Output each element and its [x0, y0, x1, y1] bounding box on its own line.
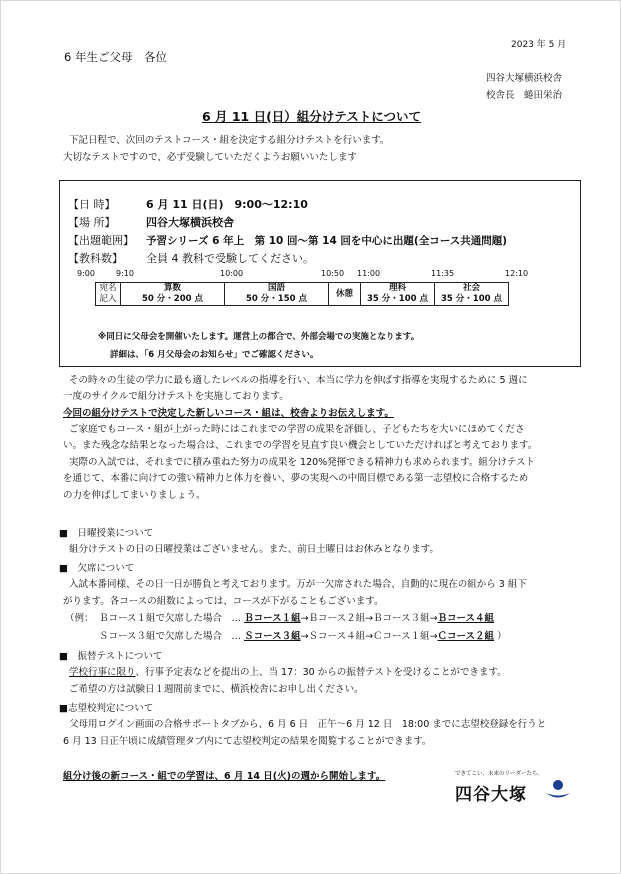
example-close: ）: [497, 631, 507, 642]
info-value-scope: 予習シリーズ 6 年上 第 10 回～第 14 回を中心に出題(全コース共通問題): [146, 235, 508, 247]
info-value-datetime: 6 月 11 日(日) 9:00～12:10: [146, 198, 308, 211]
intro-line-2: 大切なテストですので、必ず受験していただくようお願いいたします: [63, 152, 357, 163]
time-label: 9:10: [116, 269, 134, 278]
example-case: Ｂコース１組で欠席した場合 …: [99, 613, 242, 624]
body-line: 実際の入試では、それまでに積み重ねた努力の成果を 120%発揮できる精神力も求められます。組分けテスト: [69, 457, 536, 468]
logo-mark-icon: [544, 776, 572, 802]
body-line: ご家庭でもコース・組が上がった時にはこれまでの学習の成果を評価し、子どもたちを大いにほめてくださ: [69, 424, 525, 435]
time-label: 12:10: [505, 269, 529, 278]
subject-name: 社会: [462, 283, 480, 293]
intro-line-1: 下記日程で、次回のテストコース・組を決定する組分けテストを行います。: [69, 135, 390, 146]
schedule-cell-shakai: [435, 283, 509, 306]
info-row-scope: [68, 232, 507, 248]
info-label-place: 【場 所】: [68, 216, 116, 229]
section-heading-absence: ■ 欠席について: [59, 563, 135, 574]
signer: 校舎長 蜷田栄治: [485, 90, 562, 101]
schedule-table: [95, 282, 509, 306]
example-case: Ｓコース３組で欠席した場合 …: [99, 631, 242, 642]
time-label: 11:00: [357, 269, 381, 278]
example-to: Ｃコース２組: [437, 631, 495, 642]
subject-name: 理科: [388, 283, 406, 293]
time-label: 11:35: [431, 269, 455, 278]
subject-name: 国語: [267, 283, 285, 293]
parents-meeting-detail: 詳細は、「6 月父母会のお知らせ」でご確認ください。: [110, 350, 319, 360]
issue-date: 2023 年 5 月: [511, 40, 567, 50]
addressee: 6 年生ご父母 各位: [64, 50, 167, 64]
logo-tagline: できてこい、未来のリーダーたち。: [455, 771, 544, 777]
absence-example-1: [99, 611, 494, 627]
info-row-place: [68, 214, 234, 230]
absence-line: 入試本番同様、その日一日が勝負と考えております。万が一欠席された場合、自動的に現在の組から 3 組下: [69, 579, 527, 590]
body-line: 一度のサイクルで組分けテストを実施しております。: [63, 391, 289, 402]
example-from: Ｓコース３組: [244, 631, 301, 642]
makeup-condition: 学校行事に限り: [69, 667, 136, 678]
school-name: 四谷大塚横浜校舎: [485, 73, 562, 84]
info-row-datetime: [68, 196, 308, 212]
time-label: 10:00: [220, 269, 244, 278]
document-title: 6 月 11 日(日）組分けテストについて: [201, 109, 422, 124]
absence-line: がります。各コースの組数によっては、コースが下がることもございます。: [63, 596, 384, 607]
parents-meeting-note: ※同日に父母会を開催いたします。運営上の都合で、外部会場での実施となります。: [98, 332, 420, 342]
example-to: Ｂコース４組: [437, 613, 495, 624]
info-row-subjects: [68, 250, 314, 266]
example-mid: →Ｓコース４組→Ｃコース１組→: [300, 631, 438, 642]
shibou-line: 6 月 13 日正午頃に成績管理タブ内にて志望校判定の結果を閲覧することができます。: [63, 736, 432, 747]
info-label-datetime: 【日 時】: [68, 198, 116, 211]
sunday-text: 組分けテストの日の日曜授業はございません。また、前日土曜日はお休みとなります。: [69, 544, 439, 555]
schedule-row: [96, 283, 509, 306]
example-mid: →Ｂコース２組→Ｂコース３組→: [300, 613, 438, 624]
logo-name: 四谷大塚: [455, 785, 527, 805]
info-label-scope: 【出題範囲】: [68, 234, 134, 247]
schedule-cell-rika: [361, 283, 435, 306]
info-value-subjects: 全員 4 教科で受験してください。: [146, 252, 314, 265]
time-label: 9:00: [77, 269, 95, 278]
makeup-rest: 、行事予定表などを提出の上、当 17：30 からの振替テストを受けることができます。: [135, 667, 507, 678]
absence-example-label: （例：: [65, 613, 94, 624]
schedule-cell-address: 宛名 記入: [96, 283, 121, 306]
body-line: い。また残念な結果となった場合は、これまでの学習を見直す良い機会としていただければと考えております。: [63, 440, 538, 451]
section-heading-makeup: ■ 振替テストについて: [59, 651, 163, 662]
absence-example-2: [99, 629, 507, 645]
time-label: 10:50: [321, 269, 345, 278]
body-line: を通じて、本番に向けての強い精神力と体力を養い、夢の実現への中間目標である第一志望校に合格するため: [63, 473, 529, 484]
example-from: Ｂコース１組: [244, 613, 301, 624]
schedule-cell-kokugo: [225, 283, 329, 306]
section-heading-sunday: ■ 日曜授業について: [59, 528, 154, 539]
schedule-cell-sansu: [121, 283, 225, 306]
shibou-line: 父母用ログイン画面の合格サポートタブから、6 月 6 日 正午～6 月 12 日 18:00 までに志望校登録を行うと: [69, 719, 547, 730]
info-label-subjects: 【教科数】: [68, 252, 123, 265]
new-course-notice: 今回の組分けテストで決定した新しいコース・組は、校舎よりお伝えします。: [63, 408, 394, 419]
makeup-line-1: [69, 665, 507, 681]
body-line: の力を伸ばしてまいりましょう。: [63, 490, 206, 501]
subject-detail: 35 分・100 点: [441, 294, 502, 304]
section-heading-shibou: ■志望校判定について: [59, 703, 154, 714]
schedule-cell-break: 休憩: [329, 283, 361, 306]
subject-detail: 50 分・200 点: [142, 294, 203, 304]
test-info-box: [59, 180, 581, 367]
subject-name: 算数: [163, 283, 181, 293]
subject-detail: 35 分・100 点: [367, 294, 428, 304]
body-line: その時々の生徒の学力に最も適したレベルの指導を行い、本当に学力を伸ばす指導を実現するために 5 週に: [69, 375, 528, 386]
info-value-place: 四谷大塚横浜校舎: [146, 216, 234, 229]
footer-notice: 組分け後の新コース・組での学習は、6 月 14 日(火)の週から開始します。: [63, 771, 386, 782]
subject-detail: 50 分・150 点: [246, 294, 307, 304]
makeup-line-2: ご希望の方は試験日１週間前までに、横浜校舎にお申し出ください。: [69, 684, 364, 695]
